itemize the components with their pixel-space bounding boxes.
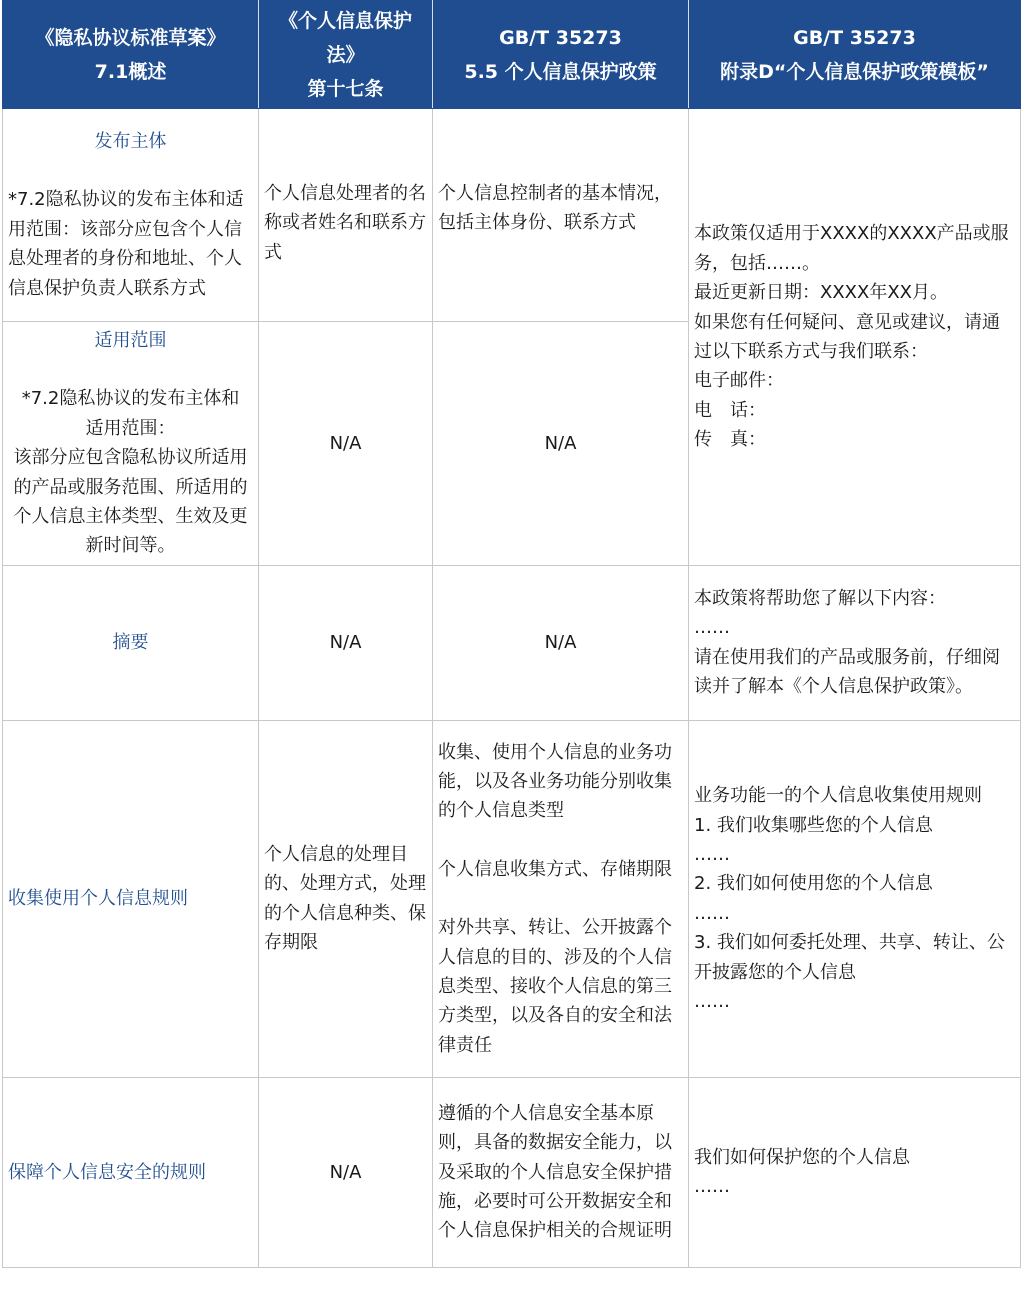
cell-summary-law: [259, 565, 433, 720]
template-text-summary: 本政策将帮助您了解以下内容： …… 请在使用我们的产品或服务前，仔细阅读并了解本《个人信息保护政策》。: [694, 588, 1000, 698]
header-gbt-appendix-d: [689, 1, 1021, 109]
header-draft-section: 7.1概述: [94, 60, 167, 83]
row-desc-scope-line1: *7.2隐私协议的发布主体和: [21, 388, 240, 410]
law-text-publisher: 个人信息处理者的名称或者姓名和联系方式: [264, 183, 426, 263]
header-appendix-title: 附录D“个人信息保护政策模板”: [720, 60, 989, 83]
cell-summary-draft: [3, 565, 259, 720]
law-text-collection: 个人信息的处理目的、处理方式，处理的个人信息种类、保存期限: [264, 844, 426, 954]
template-text-security: 我们如何保护您的个人信息 ……: [694, 1146, 910, 1198]
header-pipl-line1: 《个人信息保护: [278, 9, 412, 32]
gbt-text-security: 遵循的个人信息安全基本原则，具备的数据安全能力，以及采取的个人信息安全保护措施，必要时可公开数据安全和个人信息保护相关的合规证明: [438, 1102, 672, 1242]
cell-collection-draft: [3, 720, 259, 1077]
row-title-scope: 适用范围: [94, 330, 167, 351]
row-title-publisher: 发布主体: [94, 130, 167, 152]
header-gbt-5-5: [433, 1, 689, 109]
cell-summary-template: [689, 565, 1021, 720]
cell-publisher-law: [259, 109, 433, 322]
cell-summary-gbt: [433, 565, 689, 720]
row-title-security: 保障个人信息安全的规则: [8, 1161, 206, 1183]
cell-template-publisher-scope: [689, 109, 1021, 566]
cell-collection-gbt: [433, 720, 689, 1077]
table-row-security-rules: [3, 1077, 1021, 1267]
law-text-scope: N/A: [329, 432, 362, 454]
gbt-text-collection-p1: 收集、使用个人信息的业务功能，以及各业务功能分别收集的个人信息类型: [438, 741, 672, 822]
template-text-publisher-scope: 本政策仅适用于XXXX的XXXX产品或服务，包括……。 最近更新日期：XXXX年XX月。 如果您有任何疑问、意见或建议，请通过以下联系方式与我们联系： 电子邮件： 电 话： 传 真：: [694, 223, 1009, 451]
law-text-summary: N/A: [329, 632, 362, 654]
template-text-collection: 业务功能一的个人信息收集使用规则 1. 我们收集哪些您的个人信息 …… 2. 我们如何使用您的个人信息 …… 3. 我们如何委托处理、共享、转让、公开披露您的个人信息 ……: [694, 785, 1005, 1013]
cell-scope-gbt: [433, 322, 689, 566]
law-text-security: N/A: [329, 1161, 362, 1183]
cell-collection-law: [259, 720, 433, 1077]
header-draft-standard: [3, 1, 259, 109]
header-pipl-line2: 法》: [326, 43, 365, 66]
gbt-text-publisher: 个人信息控制者的基本情况，包括主体身份、联系方式: [438, 183, 672, 234]
cell-scope-law: [259, 322, 433, 566]
row-desc-scope-line2: 适用范围：: [85, 417, 176, 439]
header-appendix-code: GB/T 35273: [793, 26, 916, 49]
row-desc-publisher: *7.2隐私协议的发布主体和适用范围：该部分应包含个人信息处理者的身份和地址、个人信息保护负责人联系方式: [8, 189, 244, 299]
header-pipl: [259, 1, 433, 109]
comparison-table: [2, 0, 1021, 1268]
cell-security-template: [689, 1077, 1021, 1267]
cell-security-law: [259, 1077, 433, 1267]
cell-publisher-draft: [3, 109, 259, 322]
cell-scope-draft: [3, 322, 259, 566]
row-title-collection: 收集使用个人信息规则: [8, 888, 188, 910]
cell-security-draft: [3, 1077, 259, 1267]
header-draft-title: 《隐私协议标准草案》: [35, 26, 226, 49]
gbt-text-summary: N/A: [544, 632, 577, 654]
cell-security-gbt: [433, 1077, 689, 1267]
gbt-text-scope: N/A: [544, 432, 577, 454]
table-row-publisher: [3, 109, 1021, 322]
row-desc-scope-rest: 该部分应包含隐私协议所适用的产品或服务范围、所适用的个人信息主体类型、生效及更新时间等。: [13, 447, 248, 557]
gbt-text-collection-p3: 对外共享、转让、公开披露个人信息的目的、涉及的个人信息类型、接收个人信息的第三方类型，以及各自的安全和法律责任: [438, 917, 672, 1056]
cell-publisher-gbt: [433, 109, 689, 322]
header-pipl-article: 第十七条: [307, 77, 384, 100]
table-row-collection-rules: [3, 720, 1021, 1077]
header-gbt-section: 5.5 个人信息保护政策: [464, 60, 657, 83]
cell-collection-template: [689, 720, 1021, 1077]
table-row-summary: [3, 565, 1021, 720]
gbt-text-collection-p2: 个人信息收集方式、存储期限: [438, 858, 672, 880]
row-title-summary: 摘要: [112, 632, 149, 654]
header-row: [3, 1, 1021, 109]
header-gbt-code: GB/T 35273: [499, 26, 622, 49]
